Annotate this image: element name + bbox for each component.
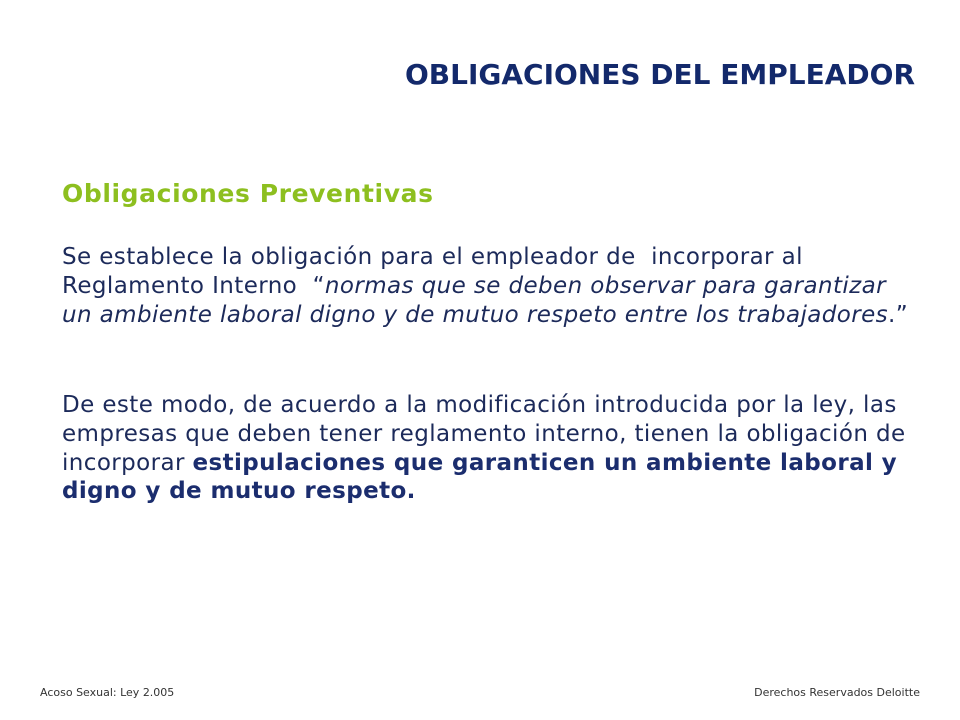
emphasized-text: digno y de mutuo respeto. (62, 478, 416, 505)
quoted-text: un ambiente laboral digno y de mutuo respeto entre los trabajadores (62, 301, 889, 328)
paragraph-line (62, 391, 906, 420)
paragraph-line (62, 272, 908, 301)
text-span: empresas que deben tener reglamento interno, tienen la obligación de (62, 420, 906, 447)
paragraph-line (62, 477, 906, 506)
text-span: Reglamento Interno “ (62, 272, 325, 299)
paragraph-line (62, 449, 906, 478)
footer-topic: Acoso Sexual: Ley 2.005 (40, 686, 175, 699)
paragraph-consequence (62, 391, 906, 506)
paragraph-line (62, 243, 908, 272)
text-span: .” (888, 301, 909, 328)
section-heading: Obligaciones Preventivas (62, 179, 434, 208)
text-span: Se establece la obligación para el empleador de incorporar al (62, 244, 803, 270)
slide-title: OBLIGACIONES DEL EMPLEADOR (404, 58, 915, 91)
emphasized-text: estipulaciones que garanticen un ambiente laboral y (192, 449, 898, 476)
footer-copyright: Derechos Reservados Deloitte (754, 686, 920, 699)
text-span: incorporar (62, 449, 193, 476)
paragraph-line (62, 420, 906, 449)
quoted-text: normas que se deben observar para garantizar (324, 272, 887, 299)
text-span: De este modo, de acuerdo a la modificación introducida por la ley, las (62, 392, 897, 418)
paragraph-obligation (62, 243, 908, 329)
paragraph-line (62, 301, 908, 330)
